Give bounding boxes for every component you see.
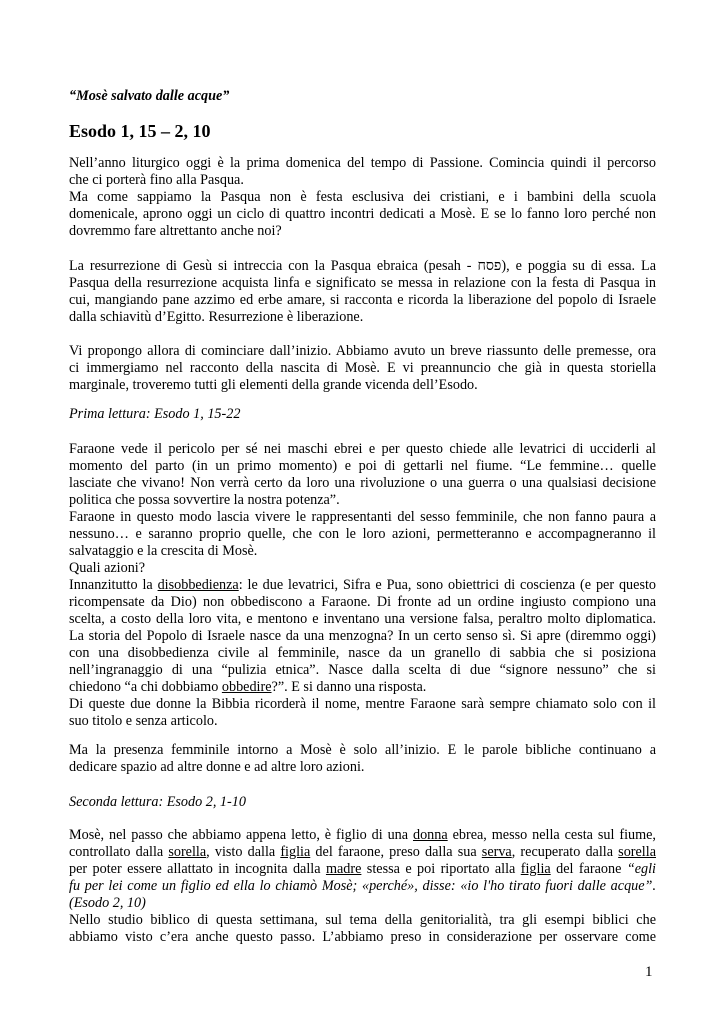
text-line: Vi propongo allora di cominciare dall’inizio. Abbiamo avuto un breve riassunto delle premesse, ora [69,343,656,359]
text-line: per poter essere allattato in incognita dalla madre stessa e poi riportato alla figlia del faraone “egli [69,861,656,877]
underlined-word: obbedire [221,679,272,695]
underlined-word: madre [325,861,362,877]
text-line: lasciate che vivano! Non verrà certo da loro una rivoluzione o una guerra o una qualsiasi decisione [69,475,656,491]
text-line: La resurrezione di Gesù si intreccia con la Pasqua ebraica (pesah - פסח), e poggia su di essa. La [69,258,656,274]
text-line: politica che possa sovvertire la nostra potenza”. [69,492,340,508]
text-line: Pasqua della resurrezione acquista linfa e significato se messa in relazione con la festa di Pasqua in [69,275,656,291]
scripture-reference: Esodo 1, 15 – 2, 10 [69,121,211,141]
text-line: Faraone vede il pericolo per sé nei maschi ebrei e per questo chiede alle levatrici di ucciderli al [69,441,656,457]
underlined-word: figlia [280,844,311,860]
paragraph-feminine-presence [69,742,656,776]
paragraph-intro [69,155,656,240]
paragraph-moses-women [69,827,656,946]
text-line: domenicale, aprono oggi un ciclo di quattro incontri dedicati a Mosè. E se lo fanno loro perché non [69,206,656,222]
text-line: nell’ingranaggio di una “pulizia etnica”. Nasce dalla scelta di due “signore nessuno” che si [69,662,656,678]
underlined-word: donna [412,827,448,843]
text-line: Di queste due donne la Bibbia ricorderà il nome, mentre Faraone sarà sempre chiamato solo con il [69,696,656,712]
text-line: momento del parto (in un primo momento) e poi di gettarli nel fiume. “Le femmine… quelle [69,458,656,474]
text-line: dedicare spazio ad altre donne e ad altre loro azioni. [69,759,365,775]
text-line: controllato dalla sorella, visto dalla figlia del faraone, preso dalla sua serva, recuperato dalla sorella [69,844,656,860]
underlined-word: sorella [618,844,656,860]
text-line: ricompensate da Dio) non obbediscono a Faraone. Di fronte ad un ordine ingiusto compiono una [69,594,656,610]
text-line: fu per lei come un figlio ed ella lo chiamò Mosè; «perché», disse: «io l'ho tirato fuori dalle acque”. [69,878,656,894]
reading-2-heading: Seconda lettura: Esodo 2, 1-10 [69,794,246,810]
paragraph-disobedience [69,577,656,730]
page-number: 1 [645,964,653,980]
underlined-word: serva [481,844,512,860]
text-line: Nell’anno liturgico oggi è la prima domenica del tempo di Passione. Comincia quindi il percorso [69,155,656,171]
text-line: nessuno… e saranno proprio quelle, che con le loro azioni, permetteranno e accompagneranno il [69,526,656,542]
underlined-word: sorella [168,844,207,860]
reading-1-heading: Prima lettura: Esodo 1, 15-22 [69,406,241,422]
sermon-title: “Mosè salvato dalle acque” [69,88,230,104]
text-line: Quali azioni? [69,560,146,576]
text-line: dalla schiavitù d’Egitto. Resurrezione è liberazione. [69,309,364,325]
text-line: dovremmo fare altrettanto anche noi? [69,223,282,239]
text-line: abbiamo visto c’era anche questo passo. L’abbiamo preso in considerazione per osservare come [69,929,656,945]
paragraph-beginning [69,343,656,394]
text-line: suo titolo e senza articolo. [69,713,218,729]
text-line: scelta, a costo della loro vita, e mentono e inventano una versione falsa, peraltro molto diplomatica. [69,611,656,627]
underlined-word: disobbedienza [157,577,239,593]
quote-start: “egli [626,861,656,877]
text-line: chiedono “a chi dobbiamo obbedire?”. E si danno una risposta. [69,679,427,695]
text-line: cui, mangiando pane azzimo ed erbe amare, si racconta e ricorda la liberazione del popolo di Israele [69,292,656,308]
text-line: Faraone in questo modo lascia vivere le rappresentanti del sesso femminile, che non fanno paura a [69,509,656,525]
text-line: La storia del Popolo di Israele nasce da una menzogna? In un certo senso sì. Si apre (diremmo oggi) [69,628,656,644]
text-line: (Esodo 2, 10) [69,895,146,911]
text-line: ci immergiamo nel racconto della nascita di Mosè. E vi preannuncio che già in questa storiella [69,360,656,376]
text-line: marginale, troveremo tutti gli elementi della grande vicenda dell’Esodo. [69,377,478,393]
paragraph-pharaoh [69,441,656,577]
text-line: Ma la presenza femminile intorno a Mosè è solo all’inizio. E le parole bibliche continuano a [69,742,656,758]
paragraph-resurrection [69,258,656,326]
text-line: Nello studio biblico di questa settimana, sul tema della genitorialità, tra gli esempi biblici che [69,912,656,928]
text-line: con una disobbedienza civile al femminile, nasce da un granello di sabbia che si posiziona [69,645,656,661]
text-line: che ci porterà fino alla Pasqua. [69,172,244,188]
text-line: Innanzitutto la disobbedienza: le due levatrici, Sifra e Pua, sono obiettrici di coscienza (e per questo [69,577,657,593]
text-line: Mosè, nel passo che abbiamo appena letto, è figlio di una donna ebrea, messo nella cesta sul fiume, [69,827,656,843]
underlined-word: figlia [520,861,551,877]
text-line: Ma come sappiamo la Pasqua non è festa esclusiva dei cristiani, e i bambini della scuola [69,189,656,205]
text-line: salvataggio e la crescita di Mosè. [69,543,258,559]
